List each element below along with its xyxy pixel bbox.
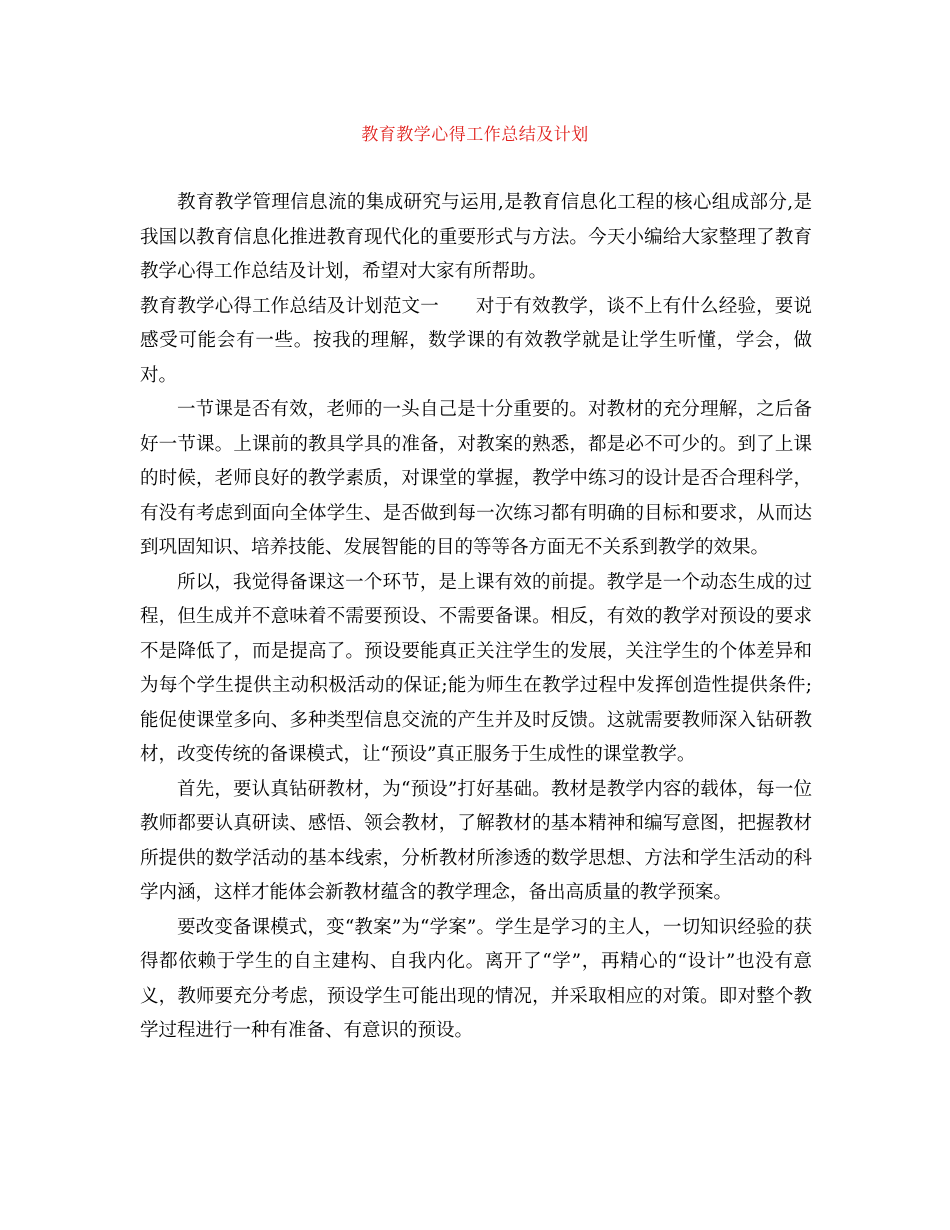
body-paragraph: 要改变备课模式，变“教案”为“学案”。学生是学习的主人，一切知识经验的获得都依赖于学生的自主建构、自我内化。离开了“学”，再精心的“设计”也没有意义，教师要充分考虑，预设学生可能出现的情况，并采取相应的对策。即对整个教学过程进行一种有准备、有意识的预设。 [140,916,812,1041]
section-heading: 教育教学心得工作总结及计划范文一 [140,295,439,317]
body-paragraph: 一节课是否有效，老师的一头自己是十分重要的。对教材的充分理解，之后备好一节课。上课前的教具学具的准备，对教案的熟悉，都是必不可少的。到了上课的时候，老师良好的教学素质，对课堂的掌握，教学中练习的设计是否合理科学，有没有考虑到面向全体学生、是否做到每一次练习都有明确的目标和要求，从而达到巩固知识、培养技能、发展智能的目的等等各方面无不关系到教学的效果。 [140,399,812,558]
intro-paragraph: 教育教学管理信息流的集成研究与运用,是教育信息化工程的核心组成部分,是我国以教育信息化推进教育现代化的重要形式与方法。今天小编给大家整理了教育教学心得工作总结及计划，希望对大家有所帮助。 [140,192,812,282]
document-title: 教育教学心得工作总结及计划 [361,125,589,145]
section-first-text: 对于有效教学，谈不上有什么经验，要说感受可能会有一些。按我的理解，数学课的有效教学就是让学生听懂，学会，做对。 [140,295,812,386]
body-paragraph: 首先，要认真钻研教材，为“预设”打好基础。教材是教学内容的载体，每一位教师都要认真研读、感悟、领会教材，了解教材的基本精神和编写意图，把握教材所提供的数学活动的基本线索，分析教材所渗透的数学思想、方法和学生活动的科学内涵，这样才能体会新教材蕴含的教学理念，备出高质量的教学预案。 [140,778,812,903]
section-first-paragraph [140,290,812,394]
body-paragraph: 所以，我觉得备课这一个环节，是上课有效的前提。教学是一个动态生成的过程，但生成并不意味着不需要预设、不需要备课。相反，有效的教学对预设的要求不是降低了，而是提高了。预设要能真正关注学生的发展，关注学生的个体差异和为每个学生提供主动积极活动的保证;能为师生在教学过程中发挥创造性提供条件;能促使课堂多向、多种类型信息交流的产生并及时反馈。这就需要教师深入钻研教材，改变传统的备课模式，让“预设”真正服务于生成性的课堂教学。 [140,571,812,765]
document-body [140,186,812,1049]
